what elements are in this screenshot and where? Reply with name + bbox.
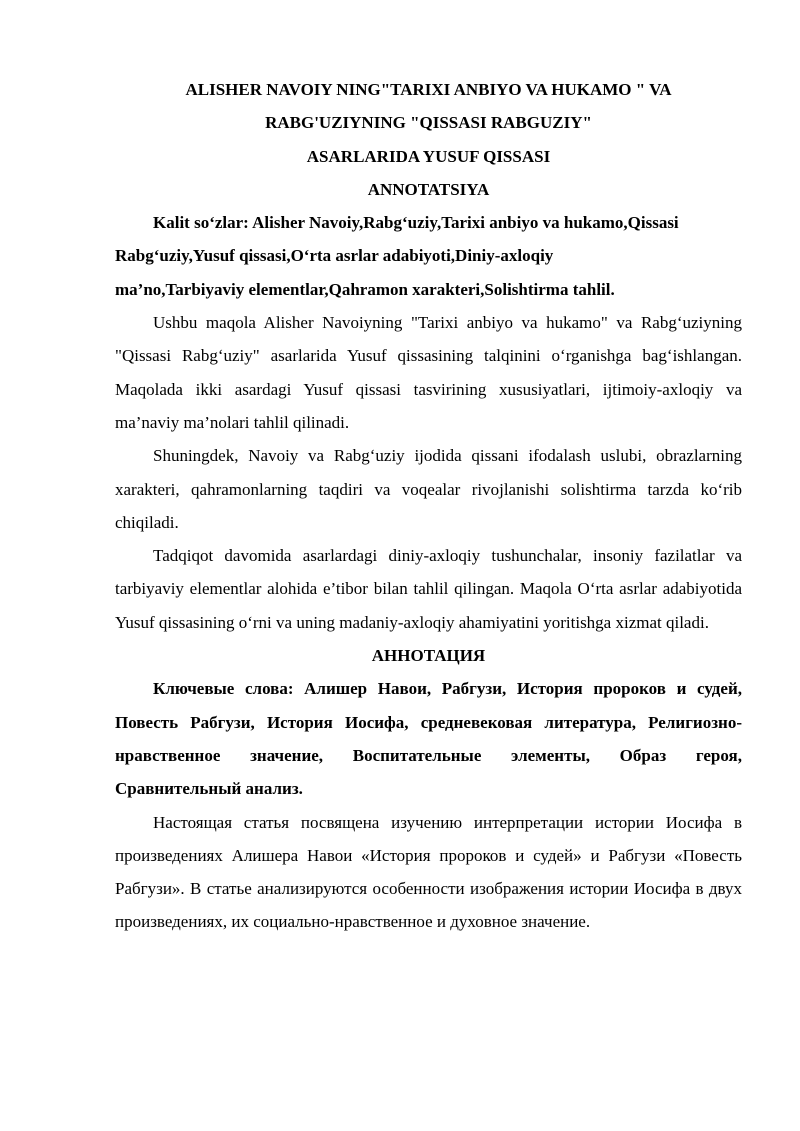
title-line-1: ALISHER NAVOIY NING"TARIXI ANBIYO VA HUKAMO " VA xyxy=(185,80,672,99)
uz-annotation-section xyxy=(115,173,742,639)
uz-annotation-heading: ANNOTATSIYA xyxy=(367,179,490,199)
uz-paragraph-3: Tadqiqot davomida asarlardagi diniy-axloqiy tushunchalar, insoniy fazilatlar va tarbiyaviy elementlar alohida e’tibor bilan tahlil qilingan. Maqola O‘rta asrlar adabiyotida Yusuf qissasining o‘rni va uning madaniy-axloqiy ahamiyatini yoritishga xizmat qiladi. xyxy=(115,546,742,632)
title-line-2: RABG'UZIYNING "QISSASI RABGUZIY" xyxy=(265,113,592,133)
uz-keywords-line-1: Kalit so‘zlar: Alisher Navoiy,Rabg‘uziy,Tarixi anbiyo va hukamo,Qissasi xyxy=(153,213,679,233)
uz-keywords xyxy=(115,206,742,306)
ru-paragraph-1: Настоящая статья посвящена изучению интерпретации истории Иосифа в произведениях Алишера Навои «История пророков и судей» и Рабгузи «Повесть Рабгузи». В статье анализируются особенности изображения истории Иосифа в двух произведениях, их социально-нравственное и духовное значение. xyxy=(115,812,742,932)
document-page xyxy=(115,73,742,939)
title-line-3: ASARLARIDA YUSUF QISSASI xyxy=(306,146,551,166)
document-title xyxy=(115,73,742,173)
ru-annotation-section xyxy=(115,639,742,939)
uz-keywords-line-2: Rabg‘uziy,Yusuf qissasi,O‘rta asrlar adabiyoti,Diniy-axloqiy xyxy=(115,246,554,266)
ru-keywords: Ключевые слова: Алишер Навои, Рабгузи, История пророков и судей, Повесть Рабгузи, История Иосифа, средневековая литература, Религиозно-нравственное значение, Воспитательные элементы, Образ героя, Сравнительный анализ. xyxy=(115,679,742,799)
uz-paragraph-2: Shuningdek, Navoiy va Rabg‘uziy ijodida qissani ifodalash uslubi, obrazlarning xarakteri, qahramonlarning taqdiri va voqealar rivojlanishi solishtirma tarzda ko‘rib chiqiladi. xyxy=(115,446,742,532)
uz-keywords-line-3: ma’no,Tarbiyaviy elementlar,Qahramon xarakteri,Solishtirma tahlil. xyxy=(115,279,615,299)
uz-paragraph-1: Ushbu maqola Alisher Navoiyning "Tarixi anbiyo va hukamo" va Rabg‘uziyning "Qissasi Rabg‘uziy" asarlarida Yusuf qissasining talqinini o‘rganishga bag‘ishlangan. Maqolada ikki asardagi Yusuf qissasi tasvirining xususiyatlari, ijtimoiy-axloqiy va ma’naviy ma’nolari tahlil qilinadi. xyxy=(115,313,742,432)
ru-annotation-heading: АННОТАЦИЯ xyxy=(371,646,486,666)
